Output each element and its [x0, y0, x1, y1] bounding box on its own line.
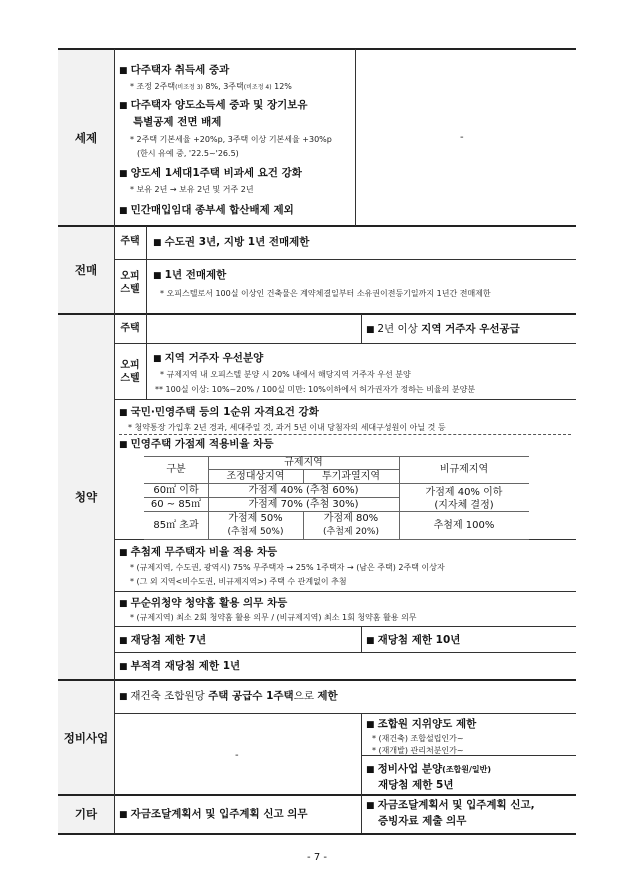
category-tax: 세제 [74, 131, 98, 145]
category-subscription: 청약 [74, 490, 98, 504]
sub-officetel-title: ■ 지역 거주자 우선분양 [153, 351, 263, 366]
ratio-h-adjust: 조정대상지역 [226, 471, 285, 482]
other-right-line1: ■ 자금조달계획서 및 입주계획 신고, [366, 798, 535, 813]
ratio-row3-spec2: (추첨제 20%) [323, 527, 379, 537]
ratio-row3-adj2: (추첨제 50%) [227, 527, 284, 537]
sub-ineligible: ■ 부적격 재당첨 제한 1년 [119, 659, 240, 674]
sub-unsold-note: * (규제지역) 최소 2회 청약홈 활용 의무 / (비규제지역) 최소 1회 청약홈 활용 의무 [130, 613, 417, 622]
sub-officetel-note-2: ** 100실 이상: 10%~20% / 100실 미만: 10%이하에서 허가권자가 정하는 비율의 분양분 [155, 385, 476, 394]
sub-officetel-label-2: 스텔 [120, 373, 140, 384]
other-left: ■ 자금조달계획서 및 입주계획 신고 의무 [119, 807, 308, 822]
sub-officetel-label-1: 오피 [120, 360, 140, 371]
tax-item-4-title: ■ 민간매입임대 종부세 합산배제 제외 [119, 203, 294, 218]
ratio-nonreg-small-2: (지자체 결정) [434, 500, 494, 511]
other-right-line2: 증빙자료 제출 의무 [378, 815, 467, 827]
tax-item-2-note-1: * 2주택 기본세율 +20%p, 3주택 이상 기본세율 +30%p [130, 135, 332, 144]
maint-left-empty: - [235, 750, 239, 761]
ratio-nonreg-small-1: 가점제 40% 이하 [425, 487, 503, 498]
category-resale: 전매 [74, 263, 98, 277]
ratio-row3-adj1: 가점제 50% [228, 513, 283, 524]
ratio-row1-reg: 가점제 40% (추첨 60%) [248, 485, 359, 496]
maint-top: ■ 재건축 조합원당 주택 공급수 1주택으로 제한 [119, 689, 338, 704]
tax-item-1-title: ■ 다주택자 취득세 중과 [119, 63, 229, 78]
ratio-row3-spec1: 가점제 80% [323, 513, 379, 524]
ratio-nonreg-large: 추첨제 100% [433, 520, 495, 531]
category-other: 기타 [74, 807, 98, 821]
ratio-h-spec: 투기과열지역 [322, 471, 380, 482]
ratio-row2-area: 60 ~ 85㎡ [150, 499, 202, 510]
resale-house-rule: ■ 수도권 3년, 지방 1년 전매제한 [153, 235, 309, 250]
maint-transfer-title: ■ 조합원 지위양도 제한 [366, 717, 476, 732]
category-maintenance: 정비사업 [63, 731, 109, 745]
sub-first-rank-note: * 청약통장 가입후 2년 경과, 세대주일 것, 과거 5년 이내 당첨자의 세대구성원이 아닐 것 등 [128, 423, 446, 432]
tax-right-empty: - [460, 132, 464, 143]
tax-item-2-note-2: (한시 유예 중, '22.5~'26.5) [137, 149, 239, 158]
tax-item-1-note: * 조정 2주택(비조정 3) 8%, 3주택(비조정 4) 12% [130, 82, 292, 91]
ratio-row1-area: 60㎡ 이하 [153, 485, 199, 496]
sub-lottery-title: ■ 추첨제 무주택자 비율 적용 차등 [119, 545, 277, 560]
resale-officetel-label-1: 오피 [120, 271, 140, 282]
ratio-h-area: 구분 [166, 464, 186, 475]
sub-lottery-note-2: * (그 외 지역<비수도권, 비규제지역>) 주택 수 관계없이 추첨 [130, 577, 347, 586]
sub-officetel-note-1: * 규제지역 내 오피스텔 분양 시 20% 내에서 해당지역 거주자 우선 분양 [160, 370, 411, 379]
sub-ratio-title: ■ 민영주택 가점제 적용비율 차등 [119, 437, 273, 452]
resale-officetel-label-2: 스텔 [120, 284, 140, 295]
sub-unsold-title: ■ 무순위청약 청약홈 활용 의무 차등 [119, 596, 287, 611]
maint-sale-line2: 재당첨 제한 5년 [378, 779, 454, 791]
ratio-row3-area: 85㎡ 초과 [153, 520, 199, 531]
sub-house-right: ■ 2년 이상 지역 거주자 우선공급 [366, 322, 520, 337]
sub-lottery-note-1: * (규제지역, 수도권, 광역시) 75% 무주택자 → 25% 1주택자 → (남은 주택) 2주택 이상자 [130, 563, 445, 572]
tax-item-3-note: * 보유 2년 → 보유 2년 및 거주 2년 [130, 185, 254, 194]
sub-first-rank-title: ■ 국민·민영주택 등의 1순위 자격요건 강화 [119, 405, 319, 420]
resale-officetel-note: * 오피스텔로서 100실 이상인 건축물은 계약체결일부터 소유권이전등기일까지 1년간 전매제한 [160, 289, 491, 298]
ratio-row2-reg: 가점제 70% (추첨 30%) [248, 499, 359, 510]
sub-rewin-right: ■ 재당첨 제한 10년 [366, 633, 460, 648]
maint-sale-title: ■ 정비사업 분양(조합원/일반) [366, 762, 491, 777]
ratio-h-nonreg: 비규제지역 [439, 464, 489, 475]
resale-house-label: 주택 [120, 236, 140, 247]
ratio-h-regulated: 규제지역 [284, 457, 323, 468]
sub-house-label: 주택 [120, 323, 140, 334]
resale-officetel-title: ■ 1년 전매제한 [153, 268, 226, 283]
tax-item-3-title: ■ 양도세 1세대1주택 비과세 요건 강화 [119, 166, 302, 181]
tax-item-2-title-line1: ■ 다주택자 양도소득세 중과 및 장기보유 [119, 98, 308, 113]
tax-item-2-title-line2: 특별공제 전면 배제 [133, 116, 222, 128]
page-number: - 7 - [307, 852, 327, 863]
maint-transfer-note-1: * (재건축) 조합설립인가~ [372, 734, 464, 743]
sub-rewin-left: ■ 재당첨 제한 7년 [119, 633, 206, 648]
maint-transfer-note-2: * (재개발) 관리처분인가~ [372, 746, 464, 755]
